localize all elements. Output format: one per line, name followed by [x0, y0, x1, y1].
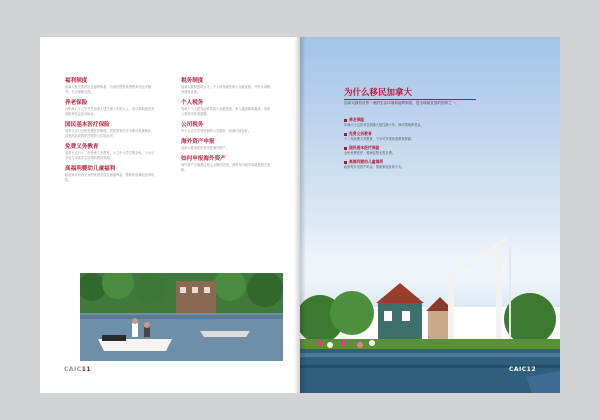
- list-item: [344, 117, 540, 128]
- list-item: [344, 159, 540, 170]
- left-column-b: [181, 77, 273, 177]
- drawbridge-photo: [300, 227, 560, 393]
- list-item: [344, 145, 540, 156]
- footer-brand: CAIC: [64, 366, 82, 373]
- brochure-spread: [40, 37, 560, 393]
- item-heading: 免费义务教育: [349, 131, 372, 136]
- section-title: 国民基本医疗保险: [65, 122, 110, 128]
- section: [65, 165, 157, 183]
- footer-brand: CAIC: [508, 366, 527, 373]
- section-text: 政府每月向有子女的家庭发放儿童福利金，帮助家庭减轻抚养负担。: [65, 173, 155, 182]
- section: [181, 121, 273, 134]
- section-text: 加拿大个人税务由联邦税与省税组成，收入越高税率越高，低收入家庭可获得退税。: [181, 107, 271, 116]
- section-title: 个人税务: [181, 100, 204, 106]
- section-text: 加拿大税制透明公平，个人所得税按收入分级征收，并有多项税务减免优惠。: [181, 85, 271, 94]
- left-column-a: [65, 77, 157, 187]
- page-title: 为什么移民加拿大: [344, 88, 413, 98]
- section-text: 海外资产总值超过规定金额的居民，须每年向税务局填报相关表格。: [181, 163, 271, 172]
- item-text: 年满六十五岁并在加拿大居住满十年，即可领取养老金。: [344, 123, 424, 127]
- section: [181, 138, 273, 151]
- square-bullet-icon: [344, 119, 347, 122]
- item-heading: 养老保险: [349, 117, 365, 122]
- page-gutter-shadow: [294, 37, 306, 393]
- section-title: 养老保险: [65, 100, 88, 106]
- item-text: 全民免费医疗，看病住院无需自费。: [344, 151, 395, 155]
- section: [65, 99, 157, 117]
- item-heading: 高福利婴幼儿童福利: [349, 159, 384, 164]
- section-title: 免费义务教育: [65, 144, 99, 150]
- section-text: 加拿大税务居民须申报海外资产。: [181, 146, 229, 150]
- section: [181, 77, 273, 95]
- section-title: 高福利婴幼儿童福利: [65, 166, 116, 172]
- section-title: 福利制度: [65, 78, 88, 84]
- list-item: [344, 131, 540, 142]
- item-text: 十二年免费义务教育，子女可享受优质教育资源。: [344, 137, 415, 141]
- item-text: 政府每月发放牛奶金，帮助家庭抚养子女。: [344, 165, 405, 169]
- section: [65, 121, 157, 139]
- square-bullet-icon: [344, 147, 347, 150]
- item-heading: 国民基本医疗保险: [349, 145, 380, 150]
- page-footer-right: [509, 366, 536, 373]
- section-text: 加拿大有完善的社会福利体系，为国民提供免费教育与医疗服务，生活保障全面。: [65, 85, 152, 94]
- page-footer-left: [64, 366, 91, 373]
- section: [65, 143, 157, 161]
- section: [181, 99, 273, 117]
- square-bullet-icon: [344, 133, 347, 136]
- section-title: 如何申报海外资产: [181, 156, 226, 162]
- section: [65, 77, 157, 95]
- section-title: 海外资产申报: [181, 139, 215, 145]
- square-bullet-icon: [344, 161, 347, 164]
- benefit-list: [344, 117, 540, 173]
- section-text: 加拿大实行全民免费医疗制度，居民持有医疗卡即可免费就诊，享受高品质的医疗服务与住院治疗。: [65, 129, 155, 138]
- section-title: 公司税务: [181, 122, 204, 128]
- left-page: [40, 37, 300, 393]
- page-number: 11: [81, 366, 92, 373]
- title-rule: [344, 99, 476, 100]
- section: [181, 155, 273, 173]
- section-text: 加拿大实行十二年免费义务教育，公立中小学学费全免，子女可享受与本地学生同等的教育资源。: [65, 151, 155, 160]
- section-text: 中小企业可享受较低的公司税率，营商环境良好。: [181, 129, 252, 133]
- river-boat-photo: [80, 273, 283, 361]
- section-text: 凡年满六十五岁并在加拿大居住满十年的人士，均可领取政府发放的养老金及补助金。: [65, 107, 155, 116]
- section-title: 税务制度: [181, 78, 204, 84]
- page-number: 12: [526, 366, 536, 373]
- intro-text: 加拿大拥有世界一流的生活环境和福利制度，是全球最宜居的国家之一。: [344, 101, 459, 105]
